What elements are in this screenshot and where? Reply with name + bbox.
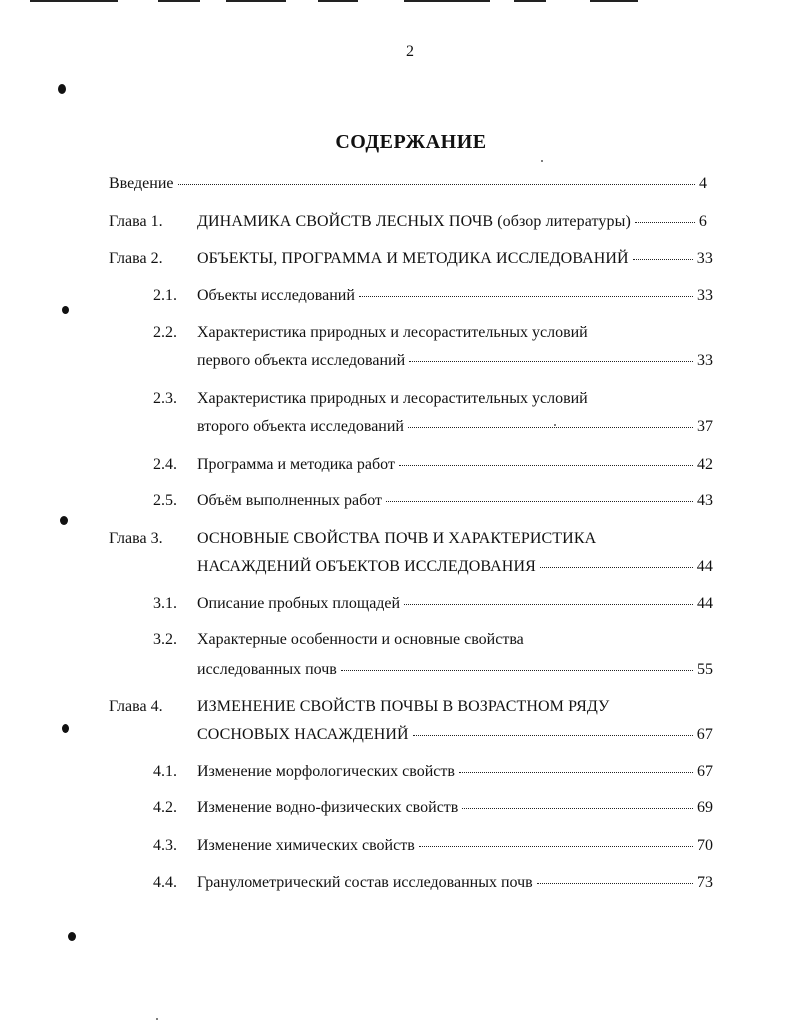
- binding-hole-mark: [58, 84, 66, 94]
- dot-leader: [459, 772, 693, 773]
- toc-entry-page: 33: [697, 287, 713, 304]
- section-number: 2.4.: [153, 456, 177, 473]
- section-number: 2.5.: [153, 492, 177, 509]
- toc-entry-label: СОСНОВЫХ НАСАЖДЕНИЙ: [197, 726, 409, 743]
- toc-entry-section-2-2-line1[interactable]: [197, 323, 588, 343]
- toc-entry-page: 55: [697, 661, 713, 678]
- toc-entry-page: 4: [699, 175, 707, 192]
- toc-entry-page: 73: [697, 874, 713, 891]
- chapter-number: Глава 1.: [109, 213, 163, 230]
- toc-entry-section-4-3[interactable]: [197, 836, 713, 856]
- toc-entry-chapter-2[interactable]: [197, 249, 713, 269]
- toc-entry-page: 44: [696, 558, 713, 575]
- section-number: 4.1.: [153, 763, 177, 780]
- toc-entry-page: 67: [696, 726, 713, 743]
- toc-entry-page: 33: [697, 352, 713, 369]
- scan-edge-line: [318, 0, 358, 2]
- toc-entry-label: Характеристика природных и лесорастительных условий: [197, 390, 588, 407]
- dot-leader: [408, 427, 693, 428]
- toc-entry-section-4-4[interactable]: [197, 873, 713, 893]
- page-number: 2: [406, 43, 414, 60]
- section-number: 3.2.: [153, 631, 177, 648]
- scan-speck: [156, 1018, 158, 1020]
- toc-entry-page: 42: [697, 456, 713, 473]
- dot-leader: [537, 883, 693, 884]
- section-number: 2.3.: [153, 390, 177, 407]
- dot-leader: [540, 567, 693, 568]
- toc-entry-chapter-1[interactable]: [197, 212, 707, 232]
- dot-leader: [409, 361, 693, 362]
- toc-entry-label: ИЗМЕНЕНИЕ СВОЙСТВ ПОЧВЫ В ВОЗРАСТНОМ РЯДУ: [197, 698, 610, 715]
- dot-leader: [404, 604, 693, 605]
- toc-entry-section-2-1[interactable]: [197, 286, 713, 306]
- chapter-number: Глава 2.: [109, 250, 163, 267]
- toc-entry-page: 70: [697, 837, 713, 854]
- toc-entry-section-4-1[interactable]: [197, 762, 713, 782]
- toc-entry-page: 67: [697, 763, 713, 780]
- dot-leader: [386, 501, 693, 502]
- scan-edge-line: [30, 0, 118, 2]
- toc-entry-chapter-4[interactable]: [197, 725, 713, 745]
- toc-entry-label: Объём выполненных работ: [197, 492, 382, 509]
- section-number: 2.1.: [153, 287, 177, 304]
- toc-entry-chapter-3[interactable]: [197, 557, 713, 577]
- toc-entry-section-2-4[interactable]: [197, 455, 713, 475]
- section-number: 3.1.: [153, 595, 177, 612]
- scan-speck: [541, 160, 543, 162]
- toc-entry-label: Характерные особенности и основные свойства: [197, 631, 524, 648]
- toc-entry-page: 33: [696, 250, 713, 267]
- toc-entry-label: Изменение морфологических свойств: [197, 763, 455, 780]
- scan-edge-line: [158, 0, 200, 2]
- toc-entry-label: Объекты исследований: [197, 287, 355, 304]
- toc-entry-page: 37: [697, 418, 713, 435]
- toc-entry-section-4-2[interactable]: [197, 798, 713, 818]
- toc-entry-page: 6: [698, 213, 707, 230]
- binding-hole-mark: [68, 932, 76, 941]
- toc-entry-label: Введение: [109, 175, 174, 192]
- toc-entry-chapter-4-line1[interactable]: [197, 697, 610, 717]
- chapter-number: Глава 3.: [109, 530, 163, 547]
- toc-entry-label: Описание пробных площадей: [197, 595, 401, 612]
- binding-hole-mark: [60, 516, 68, 525]
- toc-entry-label: ОБЪЕКТЫ, ПРОГРАММА И МЕТОДИКА ИССЛЕДОВАНИЙ: [197, 250, 629, 267]
- toc-entry-label: НАСАЖДЕНИЙ ОБЪЕКТОВ ИССЛЕДОВАНИЯ: [197, 558, 536, 575]
- toc-entry-label: исследованных почв: [197, 661, 337, 678]
- toc-entry-intro[interactable]: [109, 174, 707, 194]
- toc-entry-page: 69: [697, 799, 713, 816]
- toc-entry-label: Изменение водно-физических свойств: [197, 799, 459, 816]
- toc-entry-label: Гранулометрический состав исследованных почв: [197, 874, 533, 891]
- toc-entry-section-3-2-line1[interactable]: [197, 630, 524, 650]
- dot-leader: [419, 846, 693, 847]
- binding-hole-mark: [62, 306, 69, 314]
- toc-entry-page: 44: [697, 595, 713, 612]
- section-number: 2.2.: [153, 324, 177, 341]
- chapter-number: Глава 4.: [109, 698, 163, 715]
- dot-leader: [633, 259, 693, 260]
- toc-entry-label: Изменение химических свойств: [197, 837, 415, 854]
- dot-leader: [359, 296, 693, 297]
- page-title: СОДЕРЖАНИЕ: [335, 131, 487, 153]
- toc-entry-section-2-5[interactable]: [197, 491, 713, 511]
- toc-entry-section-3-2[interactable]: [197, 660, 713, 680]
- section-number: 4.2.: [153, 799, 177, 816]
- toc-entry-label: Программа и методика работ: [197, 456, 395, 473]
- toc-entry-label: второго объекта исследований: [197, 418, 404, 435]
- toc-entry-page: 43: [697, 492, 713, 509]
- toc-entry-section-3-1[interactable]: [197, 594, 713, 614]
- toc-entry-section-2-3-line1[interactable]: [197, 389, 588, 409]
- toc-entry-section-2-3[interactable]: [197, 417, 713, 437]
- section-number: 4.3.: [153, 837, 177, 854]
- toc-entry-label: Характеристика природных и лесорастительных условий: [197, 324, 588, 341]
- scan-edge-line: [590, 0, 638, 2]
- dot-leader: [413, 735, 693, 736]
- scan-edge-line: [514, 0, 546, 2]
- toc-entry-label: первого объекта исследований: [197, 352, 406, 369]
- scan-edge-line: [404, 0, 490, 2]
- scan-edge-line: [226, 0, 286, 2]
- toc-entry-section-2-2[interactable]: [197, 351, 713, 371]
- dot-leader: [341, 670, 693, 671]
- dot-leader: [635, 222, 695, 223]
- dot-leader: [178, 184, 696, 185]
- section-number: 4.4.: [153, 874, 177, 891]
- binding-hole-mark: [62, 724, 69, 733]
- toc-entry-label: ДИНАМИКА СВОЙСТВ ЛЕСНЫХ ПОЧВ (обзор литературы): [197, 213, 631, 230]
- toc-entry-label: ОСНОВНЫЕ СВОЙСТВА ПОЧВ И ХАРАКТЕРИСТИКА: [197, 530, 597, 547]
- toc-entry-chapter-3-line1[interactable]: [197, 529, 596, 549]
- dot-leader: [399, 465, 693, 466]
- dot-leader: [462, 808, 693, 809]
